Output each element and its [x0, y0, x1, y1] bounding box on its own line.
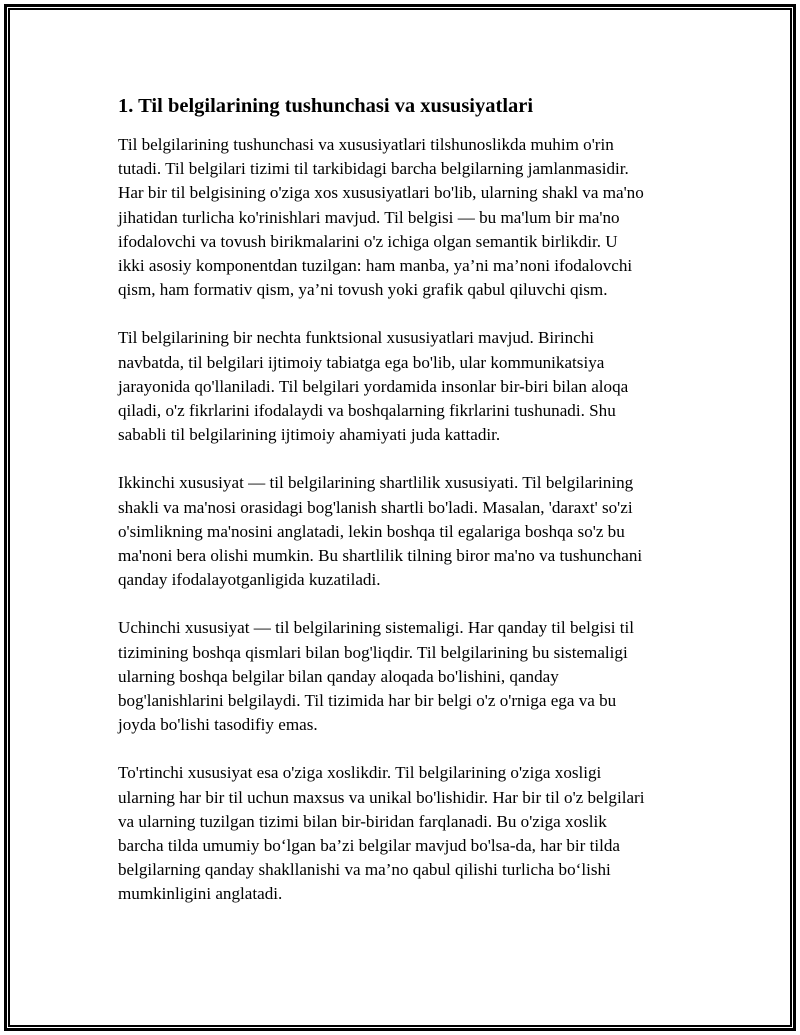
text-line: qism, ham formativ qism, ya’ni tovush yoki grafik qabul qiluvchi qism.	[118, 280, 608, 300]
paragraph-5	[118, 761, 693, 906]
text-line: ma'noni bera olishi mumkin. Bu shartlilik tilning biror ma'no va tushunchani	[118, 546, 643, 566]
text-line: va ularning tuzilgan tizimi bilan bir-biridan farqlanadi. Bu o'ziga xoslik	[118, 811, 607, 831]
paragraph-4	[118, 616, 693, 737]
section-title: 1. Til belgilarining tushunchasi va xususiyatlari	[118, 95, 534, 117]
paragraph-2	[118, 326, 693, 447]
text-line: ifodalovchi va tovush birikmalarini o'z ichiga olgan semantik birlikdir. U	[118, 231, 618, 251]
paragraph-1	[118, 133, 693, 302]
text-line: jarayonida qo'llaniladi. Til belgilari yordamida insonlar bir-biri bilan aloqa	[118, 376, 629, 396]
text-line: qanday ifodalayotganligida kuzatiladi.	[118, 570, 381, 590]
text-line: ikki asosiy komponentdan tuzilgan: ham manba, ya’ni ma’noni ifodalovchi	[118, 256, 633, 276]
text-line: bog'lanishlarini belgilaydi. Til tizimida har bir belgi o'z o'rniga ega va bu	[118, 691, 617, 711]
text-line: barcha tilda umumiy bo‘lgan ba’zi belgilar mavjud bo'lsa-da, har bir tilda	[118, 836, 620, 856]
text-line: tutadi. Til belgilari tizimi til tarkibidagi barcha belgilarning jamlanmasidir.	[118, 159, 629, 179]
text-line: navbatda, til belgilari ijtimoiy tabiatga ega bo'lib, ular kommunikatsiya	[118, 352, 605, 372]
text-line: Har bir til belgisining o'ziga xos xususiyatlari bo'lib, ularning shakl va ma'no	[118, 183, 644, 203]
text-line: tizimining boshqa qismlari bilan bog'liqdir. Til belgilarining bu sistemaligi	[118, 642, 628, 662]
text-line: To'rtinchi xususiyat esa o'ziga xoslikdir. Til belgilarining o'ziga xosligi	[118, 763, 602, 783]
text-line: qiladi, o'z fikrlarini ifodalaydi va boshqalarning fikrlarini tushunadi. Shu	[118, 401, 616, 421]
text-line: belgilarning qanday shakllanishi va ma’no qabul qilishi turlicha bo‘lishi	[118, 860, 611, 880]
text-line: sababli til belgilarining ijtimoiy ahamiyati juda kattadir.	[118, 425, 501, 445]
text-line: ularning har bir til uchun maxsus va unikal bo'lishidir. Har bir til o'z belgilari	[118, 787, 645, 807]
text-line: ularning boshqa belgilar bilan qanday aloqada bo'lishini, qanday	[118, 666, 559, 686]
text-line: Uchinchi xususiyat — til belgilarining sistemaligi. Har qanday til belgisi til	[118, 618, 635, 638]
paragraph-3	[118, 471, 693, 592]
text-line: Ikkinchi xususiyat — til belgilarining shartlilik xususiyati. Til belgilarining	[118, 473, 634, 493]
text-line: shakli va ma'nosi orasidagi bog'lanish shartli bo'ladi. Masalan, 'daraxt' so'zi	[118, 497, 633, 517]
text-line: o'simlikning ma'nosini anglatadi, lekin boshqa til egalariga boshqa so'z bu	[118, 521, 625, 541]
text-line: Til belgilarining tushunchasi va xususiyatlari tilshunoslikda muhim o'rin	[118, 135, 614, 154]
text-line: jihatidan turlicha ko'rinishlari mavjud. Til belgisi — bu ma'lum bir ma'no	[118, 207, 620, 227]
document-body	[118, 92, 693, 931]
text-line: joyda bo'lishi tasodifiy emas.	[118, 715, 318, 735]
text-line: Til belgilarining bir nechta funktsional xususiyatlari mavjud. Birinchi	[118, 328, 595, 348]
text-line: mumkinligini anglatadi.	[118, 884, 283, 904]
